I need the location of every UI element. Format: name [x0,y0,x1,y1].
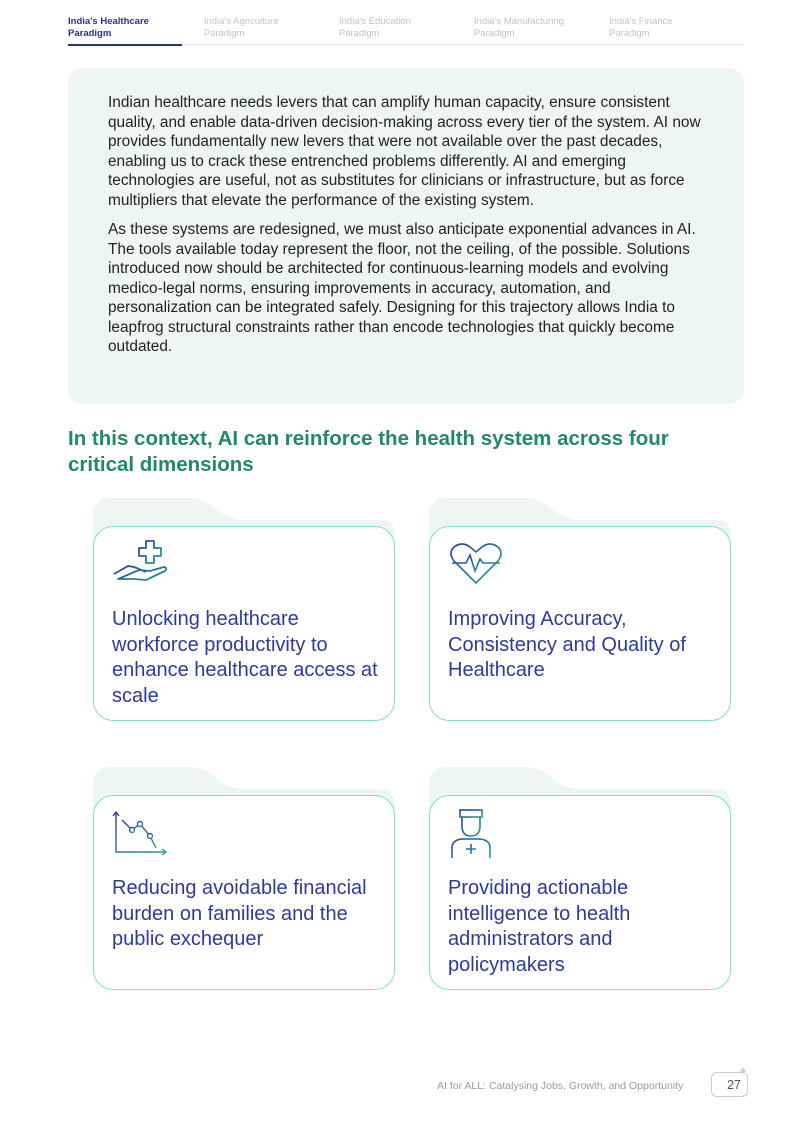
nav-label: India's Education [338,16,411,27]
nav-label: Paradigm [203,28,245,39]
nav-label: Paradigm [473,28,515,39]
dimension-card [93,767,395,989]
page-number: 27 [711,1072,748,1097]
card-title: Improving Accuracy, Consistency and Quality of Healthcare [448,608,686,681]
nav-tab-education[interactable] [339,16,474,44]
sparkle-icon: ✦ [738,1064,749,1078]
hand-medical-cross-icon [110,539,170,589]
nav-tab-finance[interactable] [609,16,744,44]
card-title: Unlocking healthcare workforce productivity to enhance healthcare access at scale [112,608,378,707]
nav-label: Paradigm [608,28,650,39]
nav-label: India's Manufacturing [473,16,564,27]
declining-chart-icon [110,808,170,858]
nav-label: India's Finance [608,16,673,27]
section-nav [68,16,744,45]
dimension-card [429,767,731,989]
section-heading: In this context, AI can reinforce the health system across four critical dimensions [68,427,669,476]
dimension-card [429,498,731,720]
nav-label: India's Healthcare [68,16,149,27]
nav-tab-agriculture[interactable] [204,16,339,44]
nav-label: Paradigm [68,28,112,39]
dimension-card [93,498,395,720]
nav-tab-healthcare[interactable] [68,16,182,44]
intro-paragraph: As these systems are redesigned, we must also anticipate exponential advances in AI. The tools available today represent the floor, not the ceiling, of the possible. Solutions introduced now should be architected for continuous-learning models and evolving medico-legal norms, ensuring improvements in accuracy, automation, and personalization can be integrated safely. Designing for this trajectory allows India to leapfrog structural constraints rather than encode technologies that quickly become outdated. [108,221,696,355]
card-title: Providing actionable intelligence to health administrators and policymakers [448,877,631,976]
footer-title: AI for ALL: Catalysing Jobs, Growth, and Opportunity [437,1080,684,1092]
intro-box [68,68,744,404]
nav-label: Paradigm [338,28,380,39]
nav-tab-manufacturing[interactable] [474,16,609,44]
card-title: Reducing avoidable financial burden on families and the public exchequer [112,877,367,950]
intro-paragraph: Indian healthcare needs levers that can amplify human capacity, ensure consistent quality, and enable data-driven decision-making across every tier of the system. AI now provides fundamentally new levers that were not available over the past decades, enabling us to crack these entrenched problems differently. AI and emerging technologies are useful, not as substitutes for clinicians or infrastructure, but as force multipliers that elevate the performance of the existing system. [108,94,701,209]
nav-label: India's Agriculture [203,16,279,27]
heart-pulse-icon [446,539,506,589]
health-worker-icon [446,808,506,858]
